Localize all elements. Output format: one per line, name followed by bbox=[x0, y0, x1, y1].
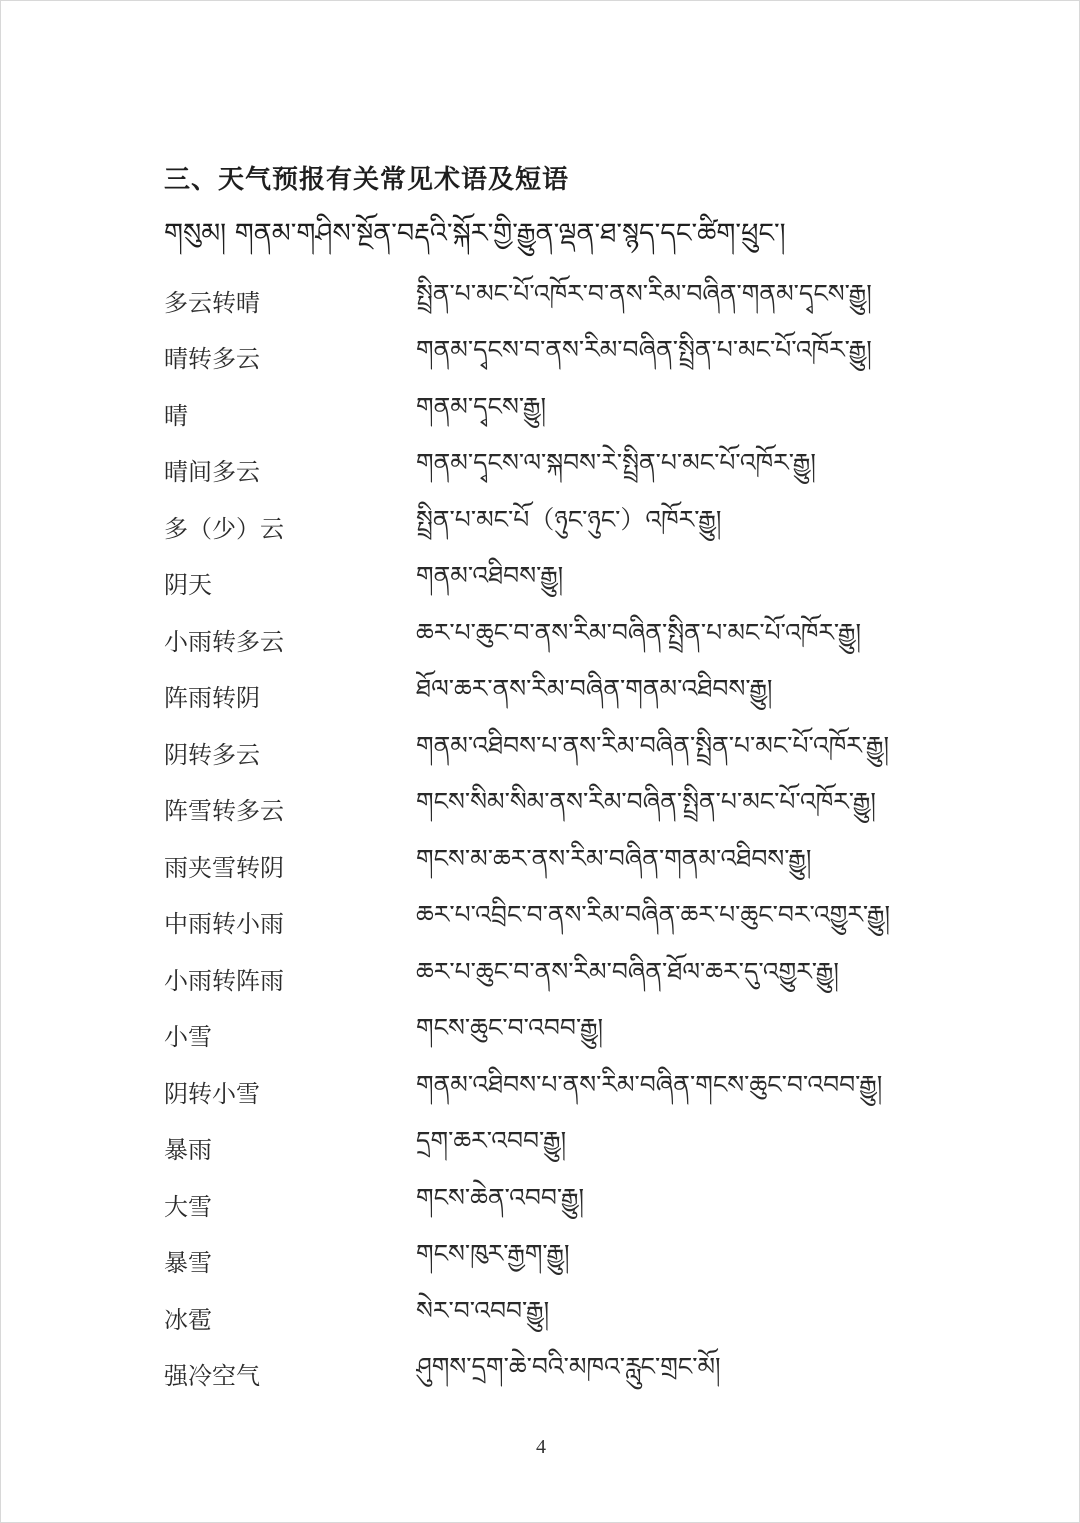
term-row bbox=[164, 1007, 924, 1064]
term-row bbox=[164, 950, 924, 1007]
section-title-chinese: 三、天气预报有关常见术语及短语 bbox=[164, 165, 570, 195]
term-row bbox=[164, 555, 924, 612]
term-chinese: 阴天 bbox=[164, 571, 212, 600]
term-tibetan: གནམ་འཐིབས་རྒྱུ། bbox=[416, 561, 564, 591]
term-tibetan: གངས་མ་ཆར་ནས་རིམ་བཞིན་གནམ་འཐིབས་རྒྱུ། bbox=[416, 843, 812, 873]
term-tibetan: སྤྲིན་པ་མང་པོ་འཁོར་བ་ནས་རིམ་བཞིན་གནམ་དྭངས་རྒྱུ། bbox=[416, 278, 872, 308]
term-tibetan: གངས་ཆེན་འབབ་རྒྱུ། bbox=[416, 1182, 585, 1212]
term-row bbox=[164, 385, 924, 442]
term-row bbox=[164, 1120, 924, 1177]
term-chinese: 阴转多云 bbox=[164, 740, 260, 769]
term-chinese: 晴 bbox=[164, 401, 188, 430]
term-row bbox=[164, 1233, 924, 1290]
term-chinese: 冰雹 bbox=[164, 1305, 212, 1334]
term-row bbox=[164, 837, 924, 894]
term-tibetan: གནམ་འཐིབས་པ་ནས་རིམ་བཞིན་གངས་ཆུང་བ་འབབ་རྒྱུ། bbox=[416, 1069, 883, 1099]
term-row bbox=[164, 442, 924, 499]
term-tibetan: གནམ་དྭངས་བ་ནས་རིམ་བཞིན་སྤྲིན་པ་མང་པོ་འཁོར་རྒྱུ། bbox=[416, 335, 872, 365]
term-tibetan: ཐོལ་ཆར་ནས་རིམ་བཞིན་གནམ་འཐིབས་རྒྱུ། bbox=[416, 674, 773, 704]
term-row bbox=[164, 498, 924, 555]
term-tibetan: ཆར་པ་ཆུང་བ་ནས་རིམ་བཞིན་སྤྲིན་པ་མང་པོ་འཁོར་རྒྱུ། bbox=[416, 617, 862, 647]
term-chinese: 大雪 bbox=[164, 1192, 212, 1221]
term-chinese: 小雨转多云 bbox=[164, 627, 284, 656]
term-tibetan: གངས་ཆུང་བ་འབབ་རྒྱུ། bbox=[416, 1013, 604, 1043]
section-title-tibetan: གསུམ། གནམ་གཤིས་སྔོན་བརྡའི་སྐོར་གྱི་རྒྱུན་ལྡན་ཐ་སྙད་དང་ཚིག་ཕྲུང་། bbox=[164, 218, 786, 249]
term-chinese: 阴转小雪 bbox=[164, 1079, 260, 1108]
term-row bbox=[164, 894, 924, 951]
term-tibetan: ཆར་པ་ཆུང་བ་ནས་རིམ་བཞིན་ཐོལ་ཆར་དུ་འགྱུར་རྒྱུ། bbox=[416, 956, 839, 986]
term-chinese: 晴转多云 bbox=[164, 345, 260, 374]
term-row bbox=[164, 611, 924, 668]
terms-list bbox=[164, 272, 924, 1402]
term-tibetan: སེར་བ་འབབ་རྒྱུ། bbox=[416, 1295, 550, 1325]
term-row bbox=[164, 724, 924, 781]
term-tibetan: གངས་ཁུར་རྒྱག་རྒྱུ། bbox=[416, 1239, 570, 1269]
term-chinese: 多（少）云 bbox=[164, 514, 284, 543]
term-row bbox=[164, 1289, 924, 1346]
term-tibetan: ཆར་པ་འབྲིང་བ་ནས་རིམ་བཞིན་ཆར་པ་ཆུང་བར་འགྱུར་རྒྱུ། bbox=[416, 900, 891, 930]
term-tibetan: སྤྲིན་པ་མང་པོ（ཉུང་ཉུང་）འཁོར་རྒྱུ། bbox=[416, 504, 722, 534]
term-chinese: 暴雪 bbox=[164, 1249, 212, 1278]
term-chinese: 阵雪转多云 bbox=[164, 797, 284, 826]
term-row bbox=[164, 329, 924, 386]
term-row bbox=[164, 668, 924, 725]
term-row bbox=[164, 1176, 924, 1233]
term-chinese: 强冷空气 bbox=[164, 1362, 260, 1391]
term-row bbox=[164, 1346, 924, 1403]
term-tibetan: དྲག་ཆར་འབབ་རྒྱུ། bbox=[416, 1126, 567, 1156]
term-chinese: 晴间多云 bbox=[164, 458, 260, 487]
page-number: 4 bbox=[536, 1436, 546, 1458]
term-tibetan: གནམ་དྭངས་ལ་སྐབས་རེ་སྤྲིན་པ་མང་པོ་འཁོར་རྒྱུ། bbox=[416, 448, 816, 478]
term-tibetan: ཤུགས་དྲག་ཆེ་བའི་མཁའ་རླུང་གྲང་མོ། bbox=[416, 1352, 721, 1382]
term-tibetan: གངས་སིམ་སིམ་ནས་རིམ་བཞིན་སྤྲིན་པ་མང་པོ་འཁོར་རྒྱུ། bbox=[416, 787, 876, 817]
term-row bbox=[164, 781, 924, 838]
term-chinese: 小雨转阵雨 bbox=[164, 966, 284, 995]
term-chinese: 阵雨转阴 bbox=[164, 684, 260, 713]
term-chinese: 暴雨 bbox=[164, 1136, 212, 1165]
term-chinese: 多云转晴 bbox=[164, 288, 260, 317]
term-chinese: 雨夹雪转阴 bbox=[164, 853, 284, 882]
term-tibetan: གནམ་འཐིབས་པ་ནས་རིམ་བཞིན་སྤྲིན་པ་མང་པོ་འཁོར་རྒྱུ། bbox=[416, 730, 890, 760]
term-row bbox=[164, 272, 924, 329]
term-row bbox=[164, 1063, 924, 1120]
term-tibetan: གནམ་དྭངས་རྒྱུ། bbox=[416, 391, 547, 421]
term-chinese: 小雪 bbox=[164, 1023, 212, 1052]
term-chinese: 中雨转小雨 bbox=[164, 910, 284, 939]
